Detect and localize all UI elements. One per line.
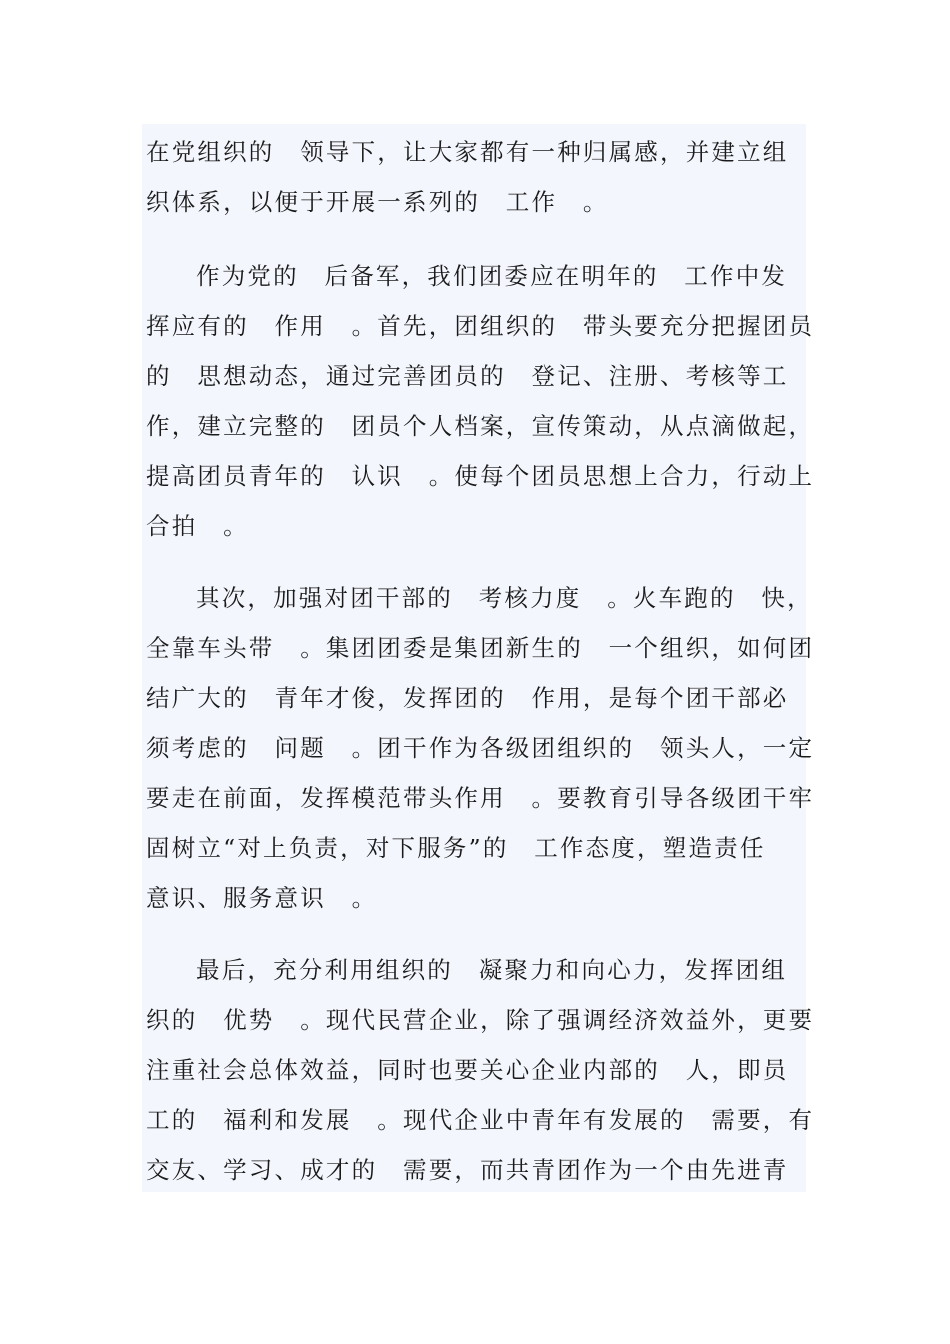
paragraph-4-line-1: 最后，充分利用组织的 凝聚力和向心力，发挥团组 xyxy=(196,956,788,984)
paragraph-3-line-6: 固树立“对上负责，对下服务”的 工作态度，塑造责任 xyxy=(146,834,766,862)
paragraph-2-line-6: 合拍 。 xyxy=(146,512,249,540)
paragraph-3-line-4: 须考虑的 问题 。团干作为各级团组织的 领头人，一定 xyxy=(146,734,815,762)
paragraph-3-line-7: 意识、服务意识 。 xyxy=(146,884,378,912)
paragraph-2-line-5: 提高团员青年的 认识 。使每个团员思想上合力，行动上 xyxy=(146,462,815,490)
paragraph-3-line-1: 其次，加强对团干部的 考核力度 。火车跑的 快， xyxy=(196,584,813,612)
paragraph-2-line-4: 作，建立完整的 团员个人档案，宣传策动，从点滴做起， xyxy=(146,412,815,440)
paragraph-4-line-2: 织的 优势 。现代民营企业，除了强调经济效益外，更要 xyxy=(146,1006,815,1034)
paragraph-3-line-2: 全靠车头带 。集团团委是集团新生的 一个组织，如何团 xyxy=(146,634,815,662)
paragraph-2-line-2: 挥应有的 作用 。首先，团组织的 带头要充分把握团员 xyxy=(146,312,815,340)
paragraph-4-line-5: 交友、学习、成才的 需要，而共青团作为一个由先进青 xyxy=(146,1156,789,1184)
paragraph-4-line-4: 工的 福利和发展 。现代企业中青年有发展的 需要，有 xyxy=(146,1106,815,1134)
paragraph-2-line-1: 作为党的 后备军，我们团委应在明年的 工作中发 xyxy=(196,262,788,290)
paragraph-1-line-2: 织体系，以便于开展一系列的 工作 。 xyxy=(146,188,609,216)
paragraph-1-line-1: 在党组织的 领导下，让大家都有一种归属感，并建立组 xyxy=(146,138,789,166)
paragraph-3-line-3: 结广大的 青年才俊，发挥团的 作用，是每个团干部必 xyxy=(146,684,789,712)
paragraph-2-line-3: 的 思想动态，通过完善团员的 登记、注册、考核等工 xyxy=(146,362,789,390)
paragraph-4-line-3: 注重社会总体效益，同时也要关心企业内部的 人，即员 xyxy=(146,1056,789,1084)
document-body xyxy=(142,124,815,1192)
paragraph-3-line-5: 要走在前面，发挥模范带头作用 。要教育引导各级团干牢 xyxy=(146,784,815,812)
